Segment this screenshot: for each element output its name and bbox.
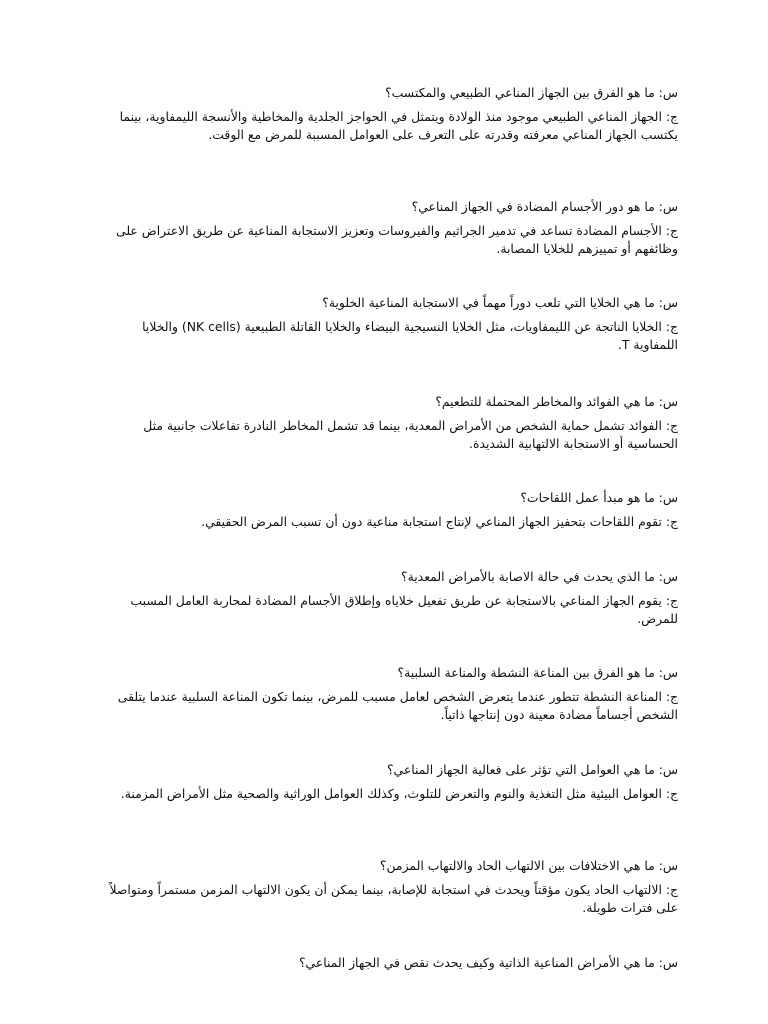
answer-text: ج: العوامل البيئية مثل التغذية والنوم والتعرض للتلوث، وكذلك العوامل الوراثية والصحية مثل الأمراض المزمنة. [120, 786, 678, 801]
question-text: س: ما هي العوامل التي تؤثر على فعالية الجهاز المناعي؟ [386, 762, 678, 777]
qa-item-9 [96, 857, 678, 916]
question-text: س: ما هو دور الأجسام المضادة في الجهاز المناعي؟ [411, 199, 678, 214]
question-text: س: ما هي الفوائد والمخاطر المحتملة للتطعيم؟ [435, 394, 678, 409]
qa-item-1 [96, 84, 678, 143]
answer-text: ج: الجهاز المناعي الطبيعي موجود منذ الولادة ويتمثل في الحواجز الجلدية والمخاطية والأنسجة الليمفاوية، بينما يكتسب الجهاز المناعي معرفته وقدرته على التعرف على العوامل المسببة للمرض مع الوقت. [119, 109, 678, 142]
question-text: س: ما الذي يحدث في حالة الاصابة بالأمراض المعدية؟ [401, 569, 678, 584]
answer-text: ج: تقوم اللقاحات بتحفيز الجهاز المناعي لإنتاج استجابة مناعية دون أن تسبب المرض الحقيقي. [201, 514, 678, 529]
answer-text: ج: الالتهاب الحاد يكون مؤقتاً ويحدث في استجابة للإصابة، بينما يمكن أن يكون الالتهاب المزمن مستمراً ومتواصلاً على فترات طويلة. [109, 882, 678, 915]
question-text: س: ما هي الأمراض المناعية الذاتية وكيف يحدث نقص في الجهاز المناعي؟ [298, 955, 678, 970]
question-text: س: ما هي الاختلافات بين الالتهاب الحاد والالتهاب المزمن؟ [379, 858, 678, 873]
question-text: س: ما هي الخلايا التي تلعب دوراً مهماً في الاستجابة المناعية الخلوية؟ [322, 295, 678, 310]
qa-item-7 [96, 664, 678, 723]
question-text: س: ما هو الفرق بين الجهاز المناعي الطبيعي والمكتسب؟ [385, 85, 678, 100]
qa-item-4 [96, 393, 678, 452]
question-text: س: ما هو مبدأ عمل اللقاحات؟ [520, 490, 678, 505]
answer-text: ج: الفوائد تشمل حماية الشخص من الأمراض المعدية، بينما قد تشمل المخاطر النادرة تفاعلات جانبية مثل الحساسية أو الاستجابة الالتهابية الشديدة. [143, 418, 678, 451]
answer-text: ج: الأجسام المضادة تساعد في تدمير الجراثيم والفيروسات وتعزيز الاستجابة المناعية عن طريق الاعتراض على وظائفهم أو تمييزهم للخلايا المصابة. [116, 223, 678, 256]
qa-item-6 [96, 568, 678, 627]
qa-item-5 [96, 489, 678, 531]
qa-item-8 [96, 761, 678, 803]
qa-item-10 [96, 954, 678, 972]
qa-item-2 [96, 198, 678, 257]
answer-text: ج: الخلايا الناتجة عن الليمفاويات، مثل الخلايا النسيجية البيضاء والخلايا القاتلة الطبيعية (NK cells) والخلايا اللمفاوية T. [142, 319, 678, 352]
answer-text: ج: يقوم الجهاز المناعي بالاستجابة عن طريق تفعيل خلاياه وإطلاق الأجسام المضادة لمحاربة العامل المسبب للمرض. [130, 593, 678, 626]
answer-text: ج: المناعة النشطة تتطور عندما يتعرض الشخص لعامل مسبب للمرض، بينما تكون المناعة السلبية عندما يتلقى الشخص أجساماً مضادة معينة دون إنتاجها ذاتياً. [117, 689, 678, 722]
question-text: س: ما هو الفرق بين المناعة النشطة والمناعة السلبية؟ [397, 665, 678, 680]
qa-item-3 [96, 294, 678, 353]
